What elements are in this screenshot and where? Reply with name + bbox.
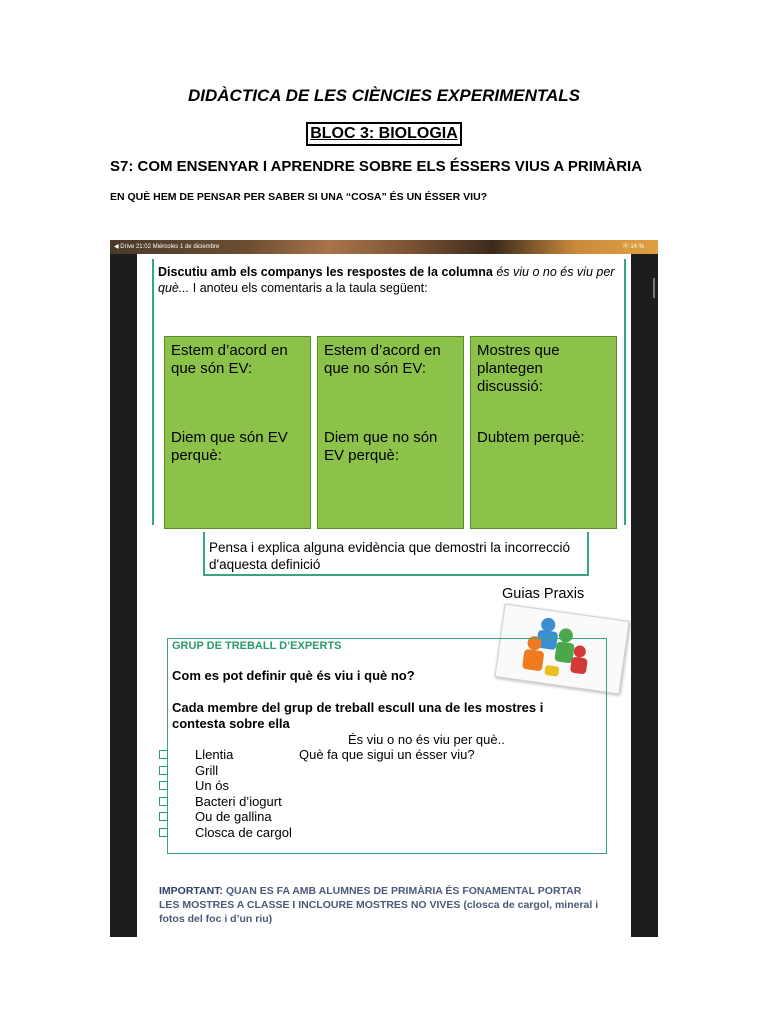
status-right: ⦿ 14 % <box>622 244 644 250</box>
samples-list <box>159 747 292 840</box>
list-item[interactable] <box>159 809 292 825</box>
list-item[interactable] <box>159 778 292 794</box>
guias-praxis-label: Guias Praxis <box>502 586 585 602</box>
important-note <box>159 884 599 926</box>
checkbox-icon[interactable] <box>159 781 168 790</box>
table-cell[interactable] <box>164 336 311 529</box>
cell-top-text: Mostres que plantegen discussió: <box>477 342 560 395</box>
think-box: Pensa i explica alguna evidència que demostri la incorrecció d'aquesta definició <box>203 532 589 576</box>
sample-label: Un ós <box>195 778 229 793</box>
table-cell[interactable] <box>470 336 617 529</box>
list-item[interactable] <box>159 825 292 841</box>
experts-question-1: Com es pot definir què és viu i què no? <box>172 668 415 683</box>
viu-prompt-2: Què fa que sigui un ésser viu? <box>299 747 475 762</box>
scroll-indicator[interactable] <box>653 278 655 298</box>
tablet-screenshot <box>110 240 658 937</box>
list-item[interactable] <box>159 763 292 779</box>
sample-label: Llentia <box>195 747 234 762</box>
intro-plain: Discutiu amb els companys les respostes de la columna <box>158 265 497 279</box>
document-title: DIDÀCTICA DE LES CIÈNCIES EXPERIMENTALS <box>188 86 580 105</box>
sample-label: Bacteri d’iogurt <box>195 793 282 809</box>
experts-question-2: Cada membre del grup de treball escull una de les mostres i contesta sobre ella <box>172 700 544 731</box>
intro-italic: és viu o no és viu per què... <box>158 265 615 295</box>
important-examples: (closca de cargol, mineral i fotos del foc i d’un riu) <box>159 899 599 925</box>
intro-text <box>158 264 618 296</box>
viu-prompt: És viu o no és viu per què.. <box>348 732 505 747</box>
status-left: ◀ Drive 21:02 Miércoles 1 de diciembre <box>114 244 220 250</box>
cell-bottom-text: Diem que són EV perquè: <box>171 429 288 464</box>
bloc-label: BLOC 3: BIOLOGIA <box>306 122 462 146</box>
cell-bottom-text: Diem que no són EV perquè: <box>324 429 438 464</box>
checkbox-icon[interactable] <box>159 812 168 821</box>
checkbox-icon[interactable] <box>159 750 168 759</box>
session-subtitle: S7: COM ENSENYAR I APRENDRE SOBRE ELS ÉSSERS VIUS A PRIMÀRIA <box>110 158 643 175</box>
intro-rest: I anoteu els comentaris a la taula següent: <box>189 281 428 295</box>
comments-table <box>164 336 620 531</box>
sample-label: Ou de gallina <box>195 809 272 824</box>
status-bar <box>110 240 658 254</box>
important-text: QUAN ES FA AMB ALUMNES DE PRIMÀRIA ÉS FONAMENTAL PORTAR LES MOSTRES A CLASSE I INCLOURE MOSTRES NO VIVES <box>159 885 582 911</box>
cell-bottom-text: Dubtem perquè: <box>477 429 585 446</box>
checkbox-icon[interactable] <box>159 766 168 775</box>
checkbox-icon[interactable] <box>159 828 168 837</box>
table-cell[interactable] <box>317 336 464 529</box>
list-item[interactable] <box>159 794 292 810</box>
right-bezel <box>631 254 658 937</box>
worksheet-screen <box>137 254 631 937</box>
guiding-question: EN QUÈ HEM DE PENSAR PER SABER SI UNA “COSA” ÉS UN ÉSSER VIU? <box>110 191 488 203</box>
sample-label: Closca de cargol <box>195 824 292 840</box>
cell-top-text: Estem d’acord en que són EV: <box>171 342 288 377</box>
cell-top-text: Estem d’acord en que no són EV: <box>324 342 441 377</box>
checkbox-icon[interactable] <box>159 797 168 806</box>
bloc-heading <box>0 122 768 146</box>
sample-label: Grill <box>195 762 219 778</box>
important-label: IMPORTANT: <box>159 885 223 897</box>
experts-title: GRUP DE TREBALL D’EXPERTS <box>172 640 342 652</box>
list-item[interactable] <box>159 747 292 763</box>
